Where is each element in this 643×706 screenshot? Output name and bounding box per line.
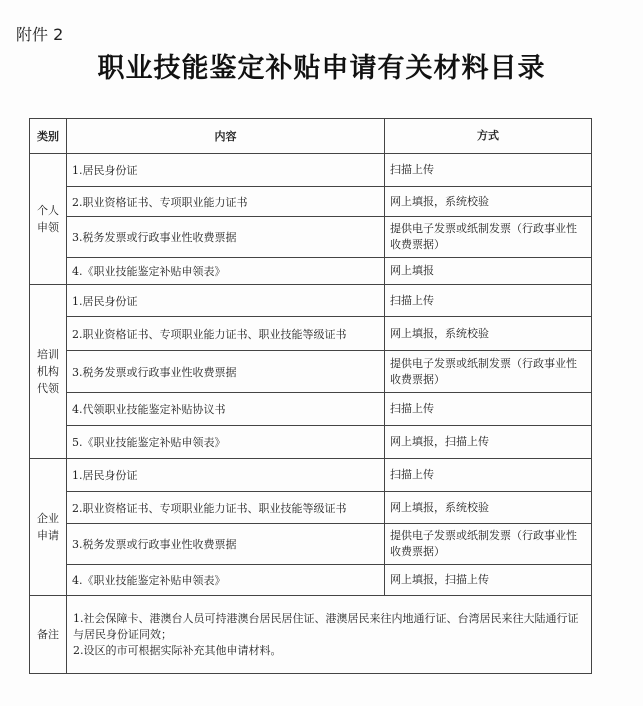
content-cell: 2.职业资格证书、专项职业能力证书	[67, 187, 385, 217]
table-row	[30, 351, 592, 393]
table-header-row	[30, 119, 592, 154]
notes-row	[30, 596, 592, 674]
table-row	[30, 285, 592, 317]
materials-table	[29, 118, 592, 674]
table-row	[30, 154, 592, 187]
content-cell: 3.税务发票或行政事业性收费票据	[67, 217, 385, 258]
table-row	[30, 317, 592, 351]
content-cell: 3.税务发票或行政事业性收费票据	[67, 351, 385, 393]
method-cell: 网上填报，系统校验	[385, 492, 592, 524]
method-cell: 网上填报，扫描上传	[385, 565, 592, 596]
content-cell: 4.《职业技能鉴定补贴申领表》	[67, 565, 385, 596]
header-category: 类别	[30, 119, 67, 154]
method-cell: 提供电子发票或纸制发票（行政事业性收费票据）	[385, 217, 592, 258]
content-cell: 1.居民身份证	[67, 154, 385, 187]
content-cell: 3.税务发票或行政事业性收费票据	[67, 524, 385, 565]
method-cell: 扫描上传	[385, 154, 592, 187]
notes-content	[67, 596, 592, 674]
content-cell: 2.职业资格证书、专项职业能力证书、职业技能等级证书	[67, 492, 385, 524]
table-row	[30, 565, 592, 596]
method-cell: 提供电子发票或纸制发票（行政事业性收费票据）	[385, 524, 592, 565]
method-cell: 网上填报，系统校验	[385, 187, 592, 217]
table-row	[30, 187, 592, 217]
method-cell: 扫描上传	[385, 393, 592, 426]
table-row	[30, 393, 592, 426]
table-row	[30, 459, 592, 492]
content-cell: 1.居民身份证	[67, 285, 385, 317]
notes-label: 备注	[30, 596, 67, 674]
header-content: 内容	[67, 119, 385, 154]
note-line: 2.设区的市可根据实际补充其他申请材料。	[73, 643, 282, 657]
method-cell: 扫描上传	[385, 459, 592, 492]
annex-label: 附件 2	[16, 25, 64, 44]
table-row	[30, 524, 592, 565]
method-cell: 网上填报	[385, 258, 592, 285]
table-row	[30, 258, 592, 285]
category-cell: 企业申请	[30, 459, 67, 596]
method-cell: 网上填报，系统校验	[385, 317, 592, 351]
category-cell: 培训机构代领	[30, 285, 67, 459]
content-cell: 2.职业资格证书、专项职业能力证书、职业技能等级证书	[67, 317, 385, 351]
content-cell: 5.《职业技能鉴定补贴申领表》	[67, 426, 385, 459]
method-cell: 提供电子发票或纸制发票（行政事业性收费票据）	[385, 351, 592, 393]
method-cell: 网上填报，扫描上传	[385, 426, 592, 459]
table-row	[30, 426, 592, 459]
content-cell: 4.《职业技能鉴定补贴申领表》	[67, 258, 385, 285]
table-row	[30, 217, 592, 258]
content-cell: 1.居民身份证	[67, 459, 385, 492]
header-method: 方式	[385, 119, 592, 154]
category-cell: 个人申领	[30, 154, 67, 285]
table-row	[30, 492, 592, 524]
method-cell: 扫描上传	[385, 285, 592, 317]
note-line: 1.社会保障卡、港澳台人员可持港澳台居民居住证、港澳居民来往内地通行证、台湾居民来往大陆通行证与居民身份证同效；	[73, 611, 579, 641]
content-cell: 4.代领职业技能鉴定补贴协议书	[67, 393, 385, 426]
page-title: 职业技能鉴定补贴申请有关材料目录	[97, 53, 546, 84]
